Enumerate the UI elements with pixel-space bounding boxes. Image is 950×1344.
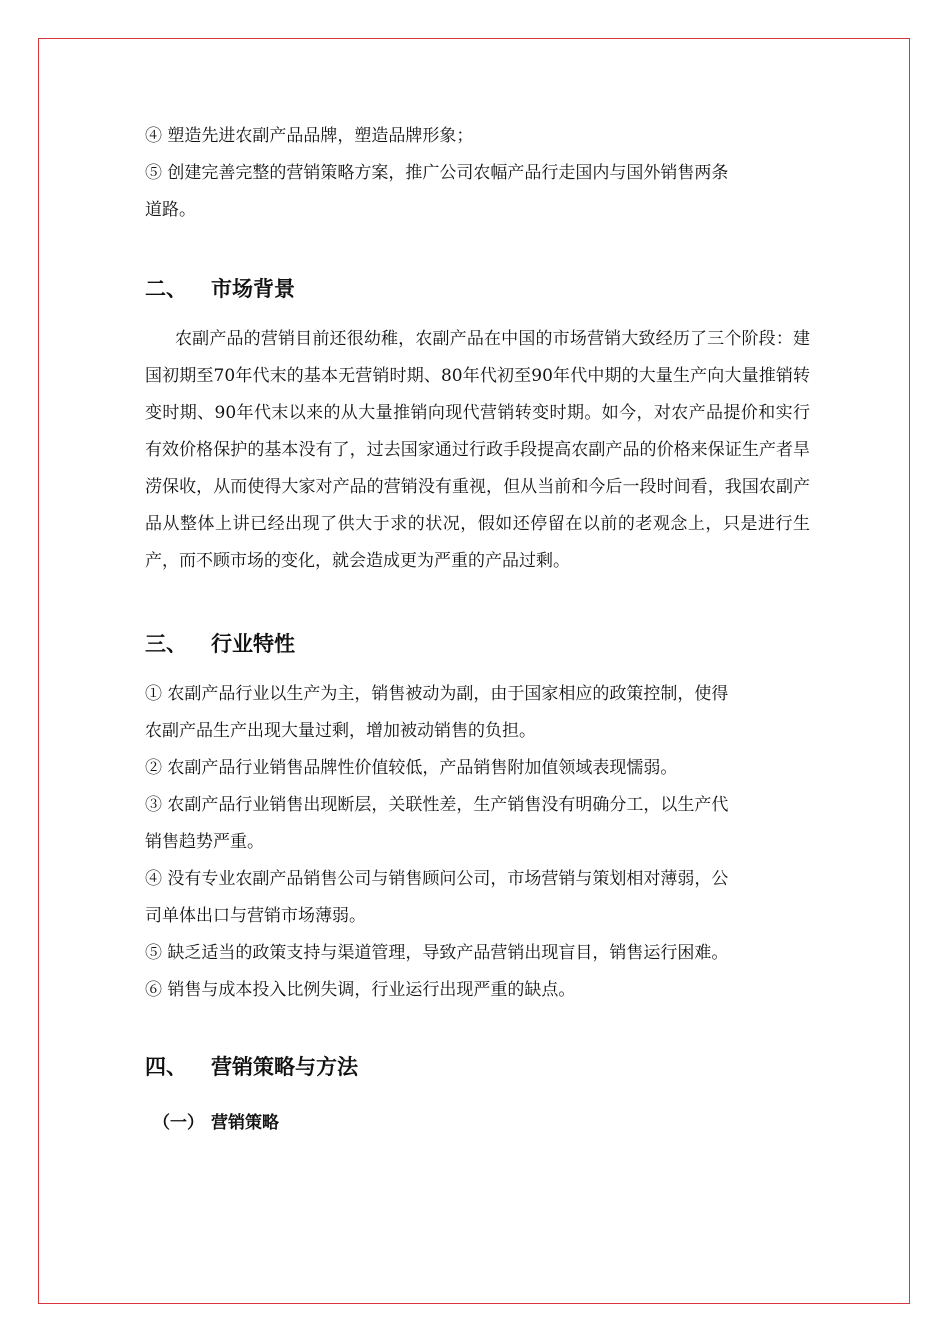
section-number: 三、	[145, 632, 187, 656]
market-background-paragraph: 农副产品的营销目前还很幼稚，农副产品在中国的市场营销大致经历了三个阶段：建国初期至70年代末的基本无营销时期、80年代初至90年代中期的大量生产向大量推销转变时期、90年代末以来的从大量推销向现代营销转变时期。如今，对农产品提价和实行有效价格保护的基本没有了，过去国家通过行政手段提高农副产品的价格来保证生产者旱涝保收，从而使得大家对产品的营销没有重视，但从当前和今后一段时间看，我国农副产品从整体上讲已经出现了供大于求的状况，假如还停留在以前的老观念上，只是进行生产，而不顾市场的变化，就会造成更为严重的产品过剩。	[145, 329, 810, 571]
section-heading-industry-characteristics	[145, 624, 810, 664]
intro-item-5: ⑤ 创建完善完整的营销策略方案，推广公司农幅产品行走国内与国外销售两条	[145, 163, 729, 183]
industry-item-line: ⑥ 销售与成本投入比例失调，行业运行出现严重的缺点。	[145, 980, 576, 1000]
intro-item-4: ④ 塑造先进农副产品品牌，塑造品牌形象；	[145, 126, 474, 146]
industry-item-line: ④ 没有专业农副产品销售公司与销售顾问公司，市场营销与策划相对薄弱，公	[145, 869, 729, 889]
industry-item-line: 农副产品生产出现大量过剩，增加被动销售的负担。	[145, 721, 536, 741]
industry-item-line: 销售趋势严重。	[145, 832, 264, 852]
section-title: 行业特性	[211, 632, 295, 656]
subsection-title: 营销策略	[211, 1113, 279, 1133]
industry-item-line: ① 农副产品行业以生产为主，销售被动为副，由于国家相应的政策控制，使得	[145, 684, 729, 704]
section-title: 营销策略与方法	[211, 1055, 358, 1079]
subsection-heading-marketing-strategy	[145, 1103, 810, 1143]
section-number: 四、	[145, 1055, 187, 1079]
section-heading-marketing-strategy	[145, 1047, 810, 1087]
industry-item-line: 司单体出口与营销市场薄弱。	[145, 906, 366, 926]
subsection-number: （一）	[153, 1113, 204, 1133]
document-body	[145, 118, 810, 1143]
section-title: 市场背景	[211, 277, 295, 301]
intro-item-5-continued: 道路。	[145, 200, 196, 220]
section-heading-market-background	[145, 269, 810, 309]
industry-item-line: ② 农副产品行业销售品牌性价值较低，产品销售附加值领域表现懦弱。	[145, 758, 678, 778]
industry-item-line: ③ 农副产品行业销售出现断层，关联性差，生产销售没有明确分工，以生产代	[145, 795, 729, 815]
industry-item-line: ⑤ 缺乏适当的政策支持与渠道管理，导致产品营销出现盲目，销售运行困难。	[145, 943, 729, 963]
section-number: 二、	[145, 277, 187, 301]
